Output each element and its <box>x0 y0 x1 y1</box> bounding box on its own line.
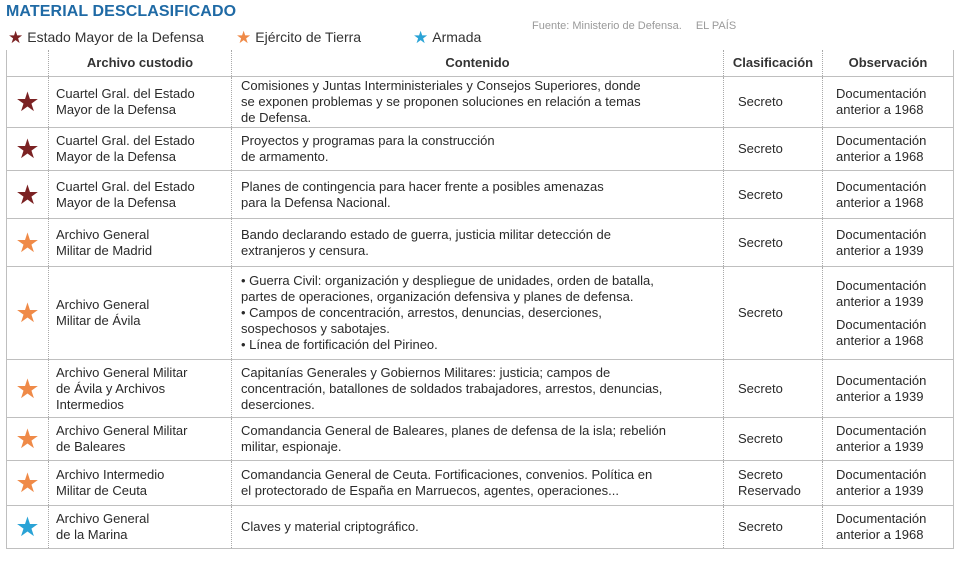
clasificacion-line: Secreto <box>738 467 783 482</box>
archivo-cell <box>49 267 232 360</box>
observacion-line: Documentación <box>836 133 927 148</box>
observacion-cell <box>823 461 954 506</box>
table-row <box>7 171 954 219</box>
contenido-line: Claves y material criptográfico. <box>241 519 419 534</box>
observacion-cell <box>823 219 954 267</box>
observacion-line: anterior a 1968 <box>836 194 924 210</box>
type-cell <box>7 267 49 360</box>
observacion-line: Documentación <box>836 226 927 242</box>
observacion-line: Documentación <box>836 423 927 438</box>
clasificacion-line: Secreto <box>738 186 783 202</box>
contenido-line: militar, espionaje. <box>241 439 342 454</box>
legend-item-armada <box>413 28 481 48</box>
clasificacion-cell <box>724 219 823 267</box>
contenido-cell <box>232 171 724 219</box>
contenido-line: • Guerra Civil: organización y despliegue de unidades, orden de batalla, <box>241 273 654 288</box>
contenido-line: Comandancia General de Ceuta. Fortificaciones, convenios. Política en <box>241 467 653 482</box>
source-credit <box>532 20 736 32</box>
clasificacion-cell <box>724 506 823 549</box>
star-icon: ★ <box>15 179 40 210</box>
type-cell <box>7 360 49 418</box>
header-observacion: Observación <box>823 50 954 77</box>
contenido-line: Comandancia General de Baleares, planes de defensa de la isla; rebelión <box>241 423 666 438</box>
archivo-line: Intermedios <box>56 396 124 412</box>
table-row <box>7 418 954 461</box>
archivo-line: de Ávila y Archivos <box>56 380 166 396</box>
observacion-line: Documentación <box>836 178 927 194</box>
table-row <box>7 267 954 360</box>
observacion-line: anterior a 1968 <box>836 149 924 164</box>
observacion-cell <box>823 506 954 549</box>
clasificacion-cell <box>724 418 823 461</box>
table-body <box>7 77 954 549</box>
table-row <box>7 219 954 267</box>
clasificacion-line: Secreto <box>738 519 783 534</box>
star-icon: ★ <box>8 28 24 47</box>
clasificacion-cell <box>724 461 823 506</box>
header-archivo: Archivo custodio <box>49 50 232 77</box>
observacion-line: anterior a 1968 <box>836 102 924 117</box>
type-cell <box>7 418 49 461</box>
archivo-line: de la Marina <box>56 527 128 542</box>
archivo-cell <box>49 128 232 171</box>
contenido-line: Comisiones y Juntas Interministeriales y Consejos Superiores, donde <box>241 78 641 93</box>
observacion-cell <box>823 77 954 128</box>
table-header-row <box>7 50 954 77</box>
source-text: Fuente: Ministerio de Defensa. <box>532 20 682 32</box>
legend-label: Estado Mayor de la Defensa <box>27 29 204 45</box>
contenido-cell <box>232 360 724 418</box>
observacion-cell <box>823 418 954 461</box>
archivo-cell <box>49 77 232 128</box>
observacion-line: anterior a 1939 <box>836 242 924 258</box>
clasificacion-line: Secreto <box>738 234 783 250</box>
table-row <box>7 128 954 171</box>
contenido-cell <box>232 77 724 128</box>
archivo-line: Mayor de la Defensa <box>56 149 176 164</box>
observacion-cell <box>823 171 954 219</box>
archivo-line: Cuartel Gral. del Estado <box>56 178 195 194</box>
clasificacion-cell <box>724 360 823 418</box>
contenido-cell <box>232 461 724 506</box>
header-clasificacion: Clasificación <box>724 50 823 77</box>
contenido-line: • Campos de concentración, arrestos, denuncias, deserciones, <box>241 305 602 320</box>
star-icon: ★ <box>15 424 40 454</box>
archivo-line: Mayor de la Defensa <box>56 194 176 210</box>
contenido-line: deserciones. <box>241 396 315 412</box>
observacion-line: Documentación <box>836 467 927 482</box>
archivo-line: Militar de Ávila <box>56 313 141 328</box>
contenido-cell <box>232 219 724 267</box>
clasificacion-line: Secreto <box>738 431 783 446</box>
observacion-cell <box>823 267 954 360</box>
archivo-cell <box>49 219 232 267</box>
archivo-line: Archivo General Militar <box>56 423 188 438</box>
archivo-line: Militar de Ceuta <box>56 483 148 498</box>
observacion-cell <box>823 360 954 418</box>
clasificacion-line: Secreto <box>738 305 783 320</box>
clasificacion-line: Secreto <box>738 141 783 156</box>
table-row <box>7 77 954 128</box>
contenido-line: se exponen problemas y se proponen soluciones en relación a temas <box>241 94 641 109</box>
type-cell <box>7 461 49 506</box>
contenido-line: el protectorado de España en Marruecos, agentes, operaciones... <box>241 483 619 498</box>
type-cell <box>7 219 49 267</box>
legend-item-estado-mayor <box>8 28 204 48</box>
observacion-line: Documentación <box>836 372 927 388</box>
contenido-line: partes de operaciones, organización defensiva y planes de defensa. <box>241 289 634 304</box>
archivo-cell <box>49 360 232 418</box>
type-cell <box>7 128 49 171</box>
star-icon: ★ <box>15 373 40 404</box>
archivo-line: Archivo General <box>56 226 150 242</box>
archivo-line: Mayor de la Defensa <box>56 102 176 117</box>
contenido-line: de Defensa. <box>241 110 312 125</box>
observacion-line: anterior a 1968 <box>836 332 924 348</box>
legend-label: Armada <box>432 29 482 45</box>
observacion-line: Documentación <box>836 277 927 293</box>
observacion-line: Documentación <box>836 316 927 332</box>
archivo-line: Archivo General <box>56 297 150 312</box>
type-cell <box>7 77 49 128</box>
contenido-line: Bando declarando estado de guerra, justicia militar detección de <box>241 226 612 242</box>
contenido-line: Capitanías Generales y Gobiernos Militares: justicia; campos de <box>241 364 611 380</box>
source-outlet: EL PAÍS <box>695 20 737 32</box>
archivo-cell <box>49 506 232 549</box>
declassified-table <box>6 49 954 549</box>
contenido-line: Proyectos y programas para la construcción <box>241 133 495 148</box>
observacion-line: Documentación <box>836 511 927 526</box>
clasificacion-line: Secreto <box>738 94 783 109</box>
table-row <box>7 461 954 506</box>
archivo-cell <box>49 171 232 219</box>
contenido-line: Planes de contingencia para hacer frente a posibles amenazas <box>241 178 604 194</box>
contenido-line: concentración, batallones de soldados trabajadores, arrestos, denuncias, <box>241 380 663 396</box>
archivo-line: Cuartel Gral. del Estado <box>56 133 195 148</box>
clasificacion-cell <box>724 171 823 219</box>
contenido-line: de armamento. <box>241 149 329 164</box>
archivo-line: Cuartel Gral. del Estado <box>56 86 195 101</box>
contenido-line: • Línea de fortificación del Pirineo. <box>241 337 438 352</box>
star-icon: ★ <box>236 28 252 47</box>
clasificacion-line: Reservado <box>738 483 801 498</box>
archivo-line: Archivo General Militar <box>56 364 188 380</box>
contenido-line: para la Defensa Nacional. <box>241 194 391 210</box>
observacion-line: anterior a 1939 <box>836 293 924 309</box>
clasificacion-cell <box>724 128 823 171</box>
observacion-gap <box>836 310 953 317</box>
contenido-cell <box>232 506 724 549</box>
archivo-line: de Baleares <box>56 439 126 454</box>
clasificacion-line: Secreto <box>738 380 783 396</box>
archivo-line: Militar de Madrid <box>56 242 153 258</box>
observacion-line: anterior a 1939 <box>836 388 924 404</box>
contenido-line: sospechosos y sabotajes. <box>241 321 390 336</box>
star-icon: ★ <box>15 468 40 498</box>
observacion-line: anterior a 1939 <box>836 483 924 498</box>
header-contenido: Contenido <box>232 50 724 77</box>
star-icon: ★ <box>15 87 40 117</box>
clasificacion-cell <box>724 77 823 128</box>
header-type <box>7 50 49 77</box>
contenido-line: extranjeros y censura. <box>241 242 369 258</box>
table-row <box>7 506 954 549</box>
table-row <box>7 360 954 418</box>
star-icon: ★ <box>413 28 429 47</box>
type-cell <box>7 171 49 219</box>
page-title: MATERIAL DESCLASIFICADO <box>6 3 237 20</box>
observacion-line: anterior a 1968 <box>836 527 924 542</box>
archivo-line: Archivo Intermedio <box>56 467 165 482</box>
legend-label: Ejército de Tierra <box>255 29 362 45</box>
observacion-cell <box>823 128 954 171</box>
contenido-cell <box>232 418 724 461</box>
observacion-line: anterior a 1939 <box>836 439 924 454</box>
observacion-line: Documentación <box>836 86 927 101</box>
archivo-line: Archivo General <box>56 511 150 526</box>
legend-item-ejercito <box>236 28 361 48</box>
type-cell <box>7 506 49 549</box>
star-icon: ★ <box>15 512 40 542</box>
contenido-cell <box>232 267 724 360</box>
archivo-cell <box>49 418 232 461</box>
clasificacion-cell <box>724 267 823 360</box>
star-icon: ★ <box>15 227 40 258</box>
archivo-cell <box>49 461 232 506</box>
star-icon: ★ <box>15 134 40 164</box>
star-icon: ★ <box>15 298 40 328</box>
contenido-cell <box>232 128 724 171</box>
